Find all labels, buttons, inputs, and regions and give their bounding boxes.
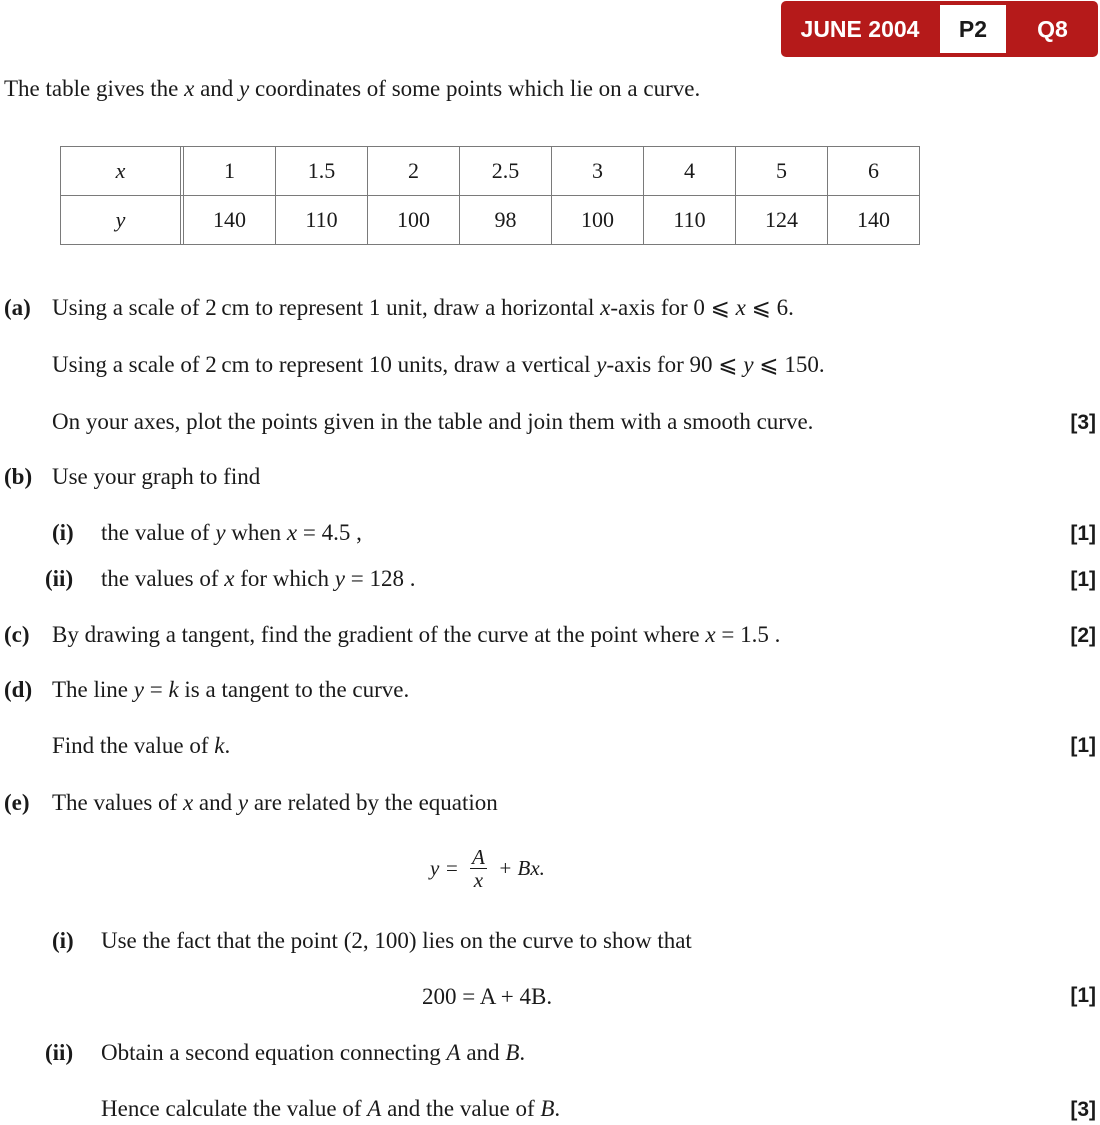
table-cell: 2.5 (460, 147, 552, 196)
part-c-marks: [2] (1070, 624, 1096, 647)
part-e-i-equation: 200 = A + 4B. (422, 984, 553, 1009)
table-cell: 6 (828, 147, 920, 196)
part-b-ii-marks: [1] (1070, 568, 1096, 591)
table-cell: 124 (736, 196, 828, 245)
part-a-label: (a) (4, 295, 31, 320)
equation-fraction: $\frac{A}{x}$ (472, 845, 485, 892)
part-a-marks: [3] (1070, 411, 1096, 434)
paper-number: P2 (940, 5, 1006, 53)
part-c-label: (c) (4, 622, 30, 647)
table-header-x: x (61, 147, 181, 196)
part-e-ii-label: (ii) (45, 1040, 74, 1065)
part-a-line1: Using a scale of 2 cm to represent 1 unit, draw a horizontal x-axis for 0 ⩽ x ⩽ 6. (52, 295, 794, 320)
table-cell: 110 (276, 196, 368, 245)
part-b-i-label: (i) (52, 520, 74, 545)
table-cell: 1.5 (276, 147, 368, 196)
part-e-i-label: (i) (52, 928, 74, 953)
table-header-y: y (61, 196, 181, 245)
table-cell: 4 (644, 147, 736, 196)
part-b-i-text: the value of y when x = 4.5 , (101, 520, 362, 545)
table-cell: 140 (184, 196, 276, 245)
part-e-label: (e) (4, 790, 30, 815)
part-e-i-text: Use the fact that the point (2, 100) lies on the curve to show that (101, 928, 692, 953)
part-d-line2: Find the value of k. (52, 733, 231, 758)
part-e-ii-marks: [3] (1070, 1098, 1096, 1121)
exam-session: JUNE 2004 (800, 16, 920, 42)
part-d-line1: The line y = k is a tangent to the curve. (52, 677, 410, 702)
table-cell: 98 (460, 196, 552, 245)
part-b-i-marks: [1] (1070, 522, 1096, 545)
table-row-y (61, 196, 920, 245)
coordinates-table (60, 146, 920, 245)
part-e-i-marks: [1] (1070, 984, 1096, 1007)
table-cell: 3 (552, 147, 644, 196)
question-number: Q8 (1037, 16, 1068, 42)
part-c-text: By drawing a tangent, find the gradient of the curve at the point where x = 1.5 . (52, 622, 781, 647)
part-d-label: (d) (4, 677, 33, 702)
equation-y: y = $\frac{A}{x}$ + Bx. (430, 845, 545, 892)
table-row-x (61, 147, 920, 196)
part-a-line3: On your axes, plot the points given in the table and join them with a smooth curve. (52, 409, 814, 434)
table-cell: 140 (828, 196, 920, 245)
table-cell: 110 (644, 196, 736, 245)
part-b-intro: Use your graph to find (52, 464, 261, 489)
intro-text: The table gives the x and y coordinates of some points which lie on a curve. (4, 76, 701, 101)
part-e-intro: The values of x and y are related by the equation (52, 790, 498, 815)
table-cell: 1 (184, 147, 276, 196)
part-a-line2: Using a scale of 2 cm to represent 10 units, draw a vertical y-axis for 90 ⩽ y ⩽ 150. (52, 352, 825, 377)
table-cell: 5 (736, 147, 828, 196)
table-cell: 100 (552, 196, 644, 245)
part-b-ii-text: the values of x for which y = 128 . (101, 566, 416, 591)
table-cell: 2 (368, 147, 460, 196)
part-e-ii-line2: Hence calculate the value of A and the value of B. (101, 1096, 561, 1121)
part-b-ii-label: (ii) (45, 566, 74, 591)
table-cell: 100 (368, 196, 460, 245)
header-badge (781, 1, 1098, 57)
part-e-ii-line1: Obtain a second equation connecting A and B. (101, 1040, 526, 1065)
part-d-marks: [1] (1070, 734, 1096, 757)
part-b-label: (b) (4, 464, 33, 489)
